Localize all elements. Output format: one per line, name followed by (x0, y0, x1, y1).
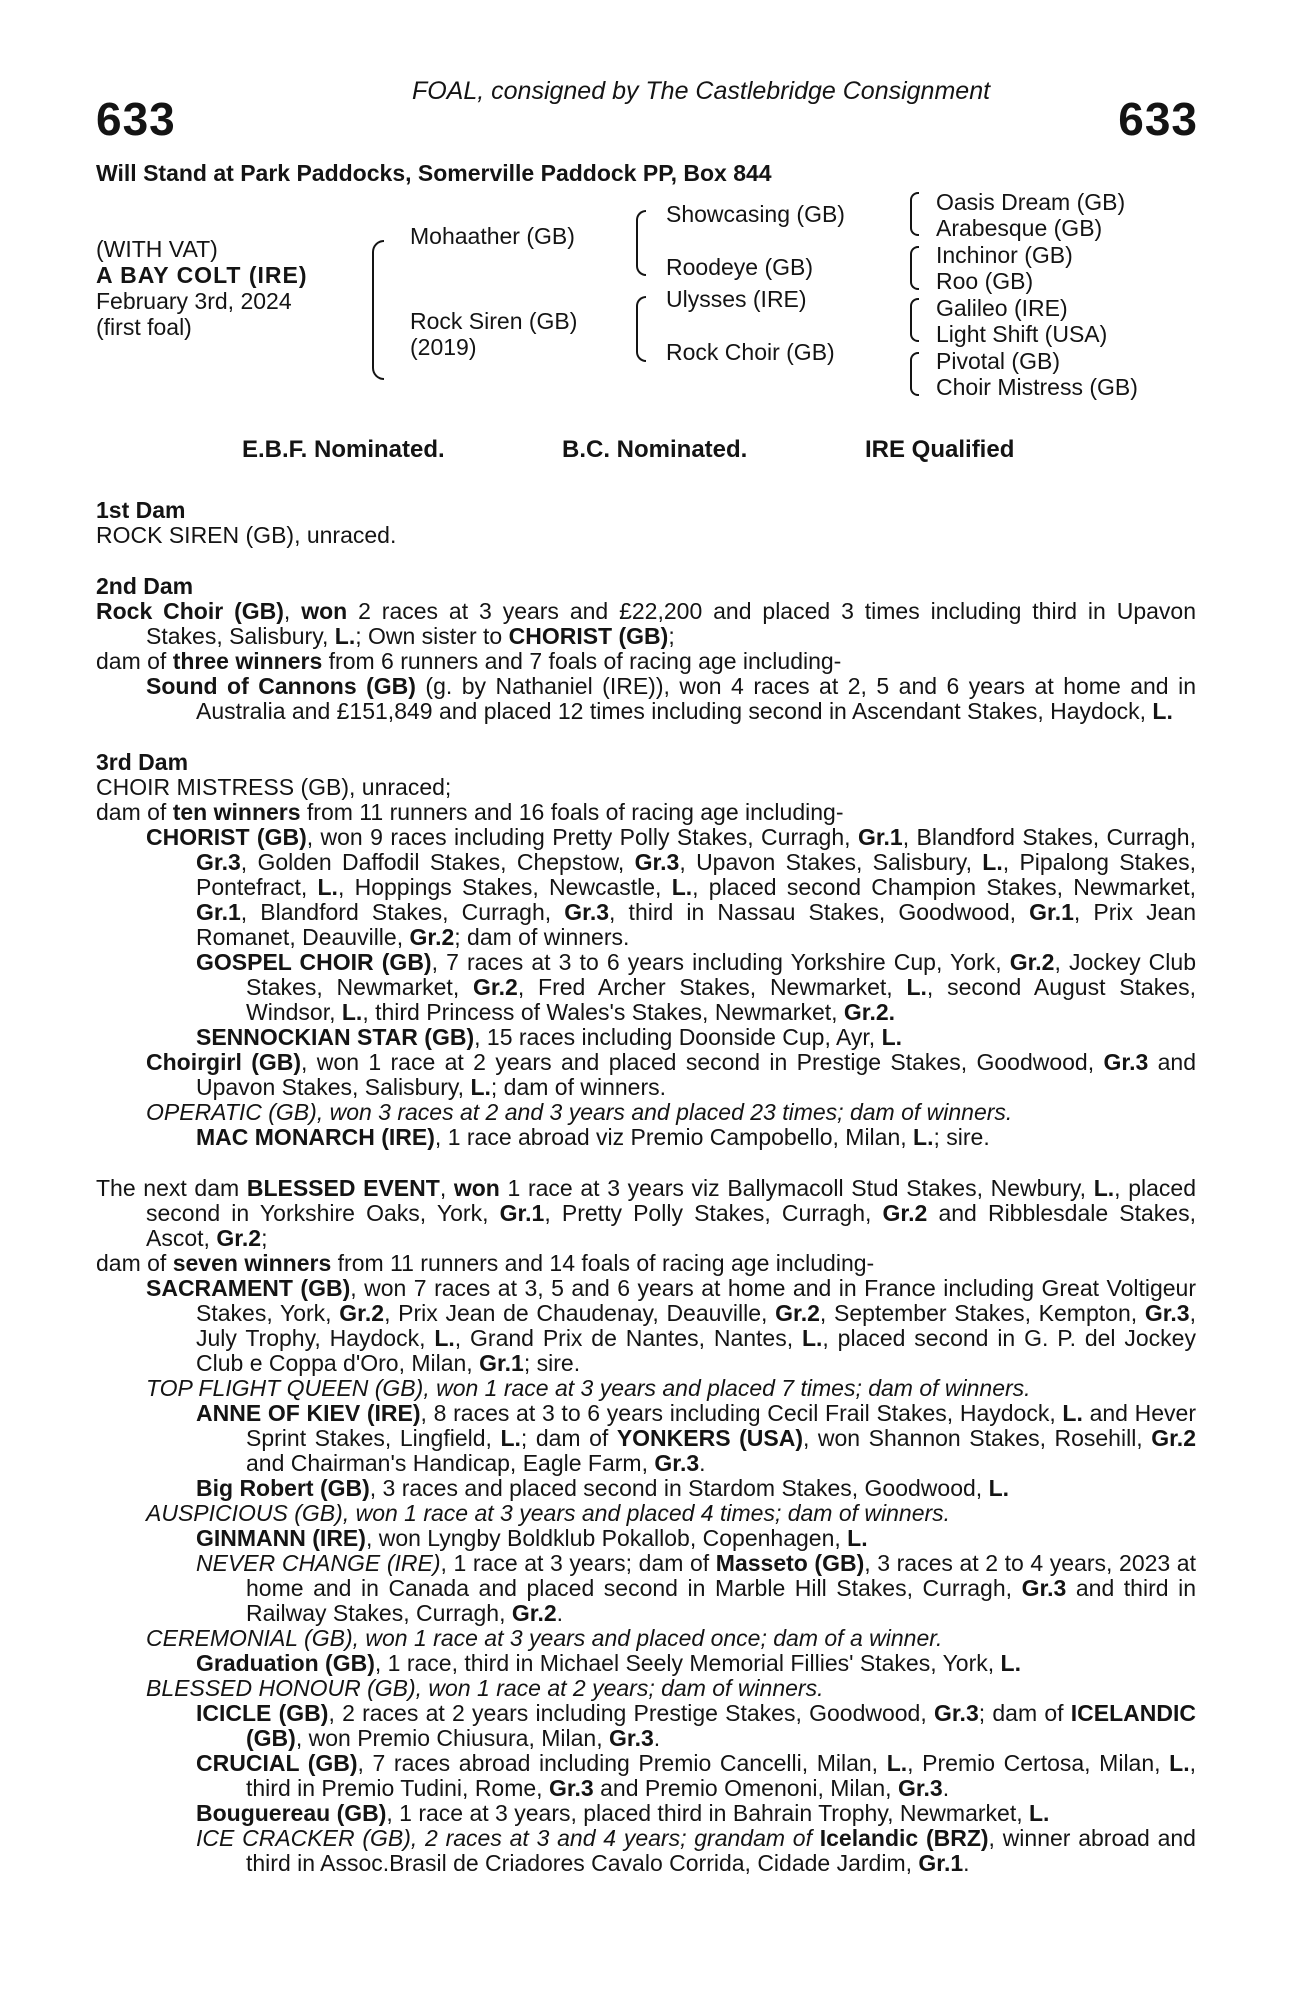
horse-name: SACRAMENT (GB) (146, 1275, 351, 1301)
sire-dam: Roodeye (GB) (666, 254, 814, 280)
dam-dam: Rock Choir (GB) (666, 339, 835, 365)
text: . (653, 1725, 661, 1751)
next-dam-produce-summary (96, 1251, 1196, 1276)
progeny-entry (96, 1801, 1196, 1826)
brace-ss (910, 192, 919, 236)
horse-name: Rock Choir (GB) (96, 598, 284, 624)
listed-grade: L. (1000, 1650, 1021, 1676)
text: , placed second in G. P. del Jockey Club e Coppa d'Oro, Milan, (196, 1325, 1196, 1376)
text: , third Princess of Wales's Stakes, Newmarket, (362, 999, 844, 1025)
won-label: won (453, 1175, 500, 1201)
listed-grade: L. (317, 874, 338, 900)
grade: Gr.3 (1103, 1049, 1149, 1075)
consignor-line: FOAL, consigned by The Castlebridge Consignment (411, 77, 991, 105)
horse-name: CHORIST (GB) (508, 623, 669, 649)
horse-name: GOSPEL CHOIR (GB) (196, 949, 432, 975)
text: , Premio Certosa, Milan, (907, 1750, 1170, 1776)
grade: Gr.1 (196, 899, 241, 925)
text: and Hever Sprint Stakes, Lingfield, (246, 1400, 1196, 1451)
first-dam-section (96, 498, 1196, 548)
listed-grade: L. (886, 1750, 908, 1776)
third-dam-section (96, 750, 1196, 1150)
text: , Prix Jean de Chaudenay, Deauville, (384, 1300, 776, 1326)
third-dam-heading: 3rd Dam (96, 749, 189, 775)
progeny-entry (96, 1401, 1196, 1476)
listed-grade: L. (881, 1024, 903, 1050)
text: ; dam of (520, 1425, 617, 1451)
text: , Pretty Polly Stakes, Curragh, (544, 1200, 883, 1226)
progeny-entry (96, 950, 1196, 1025)
lot-number-right: 633 (1118, 93, 1198, 145)
listed-grade: L. (906, 974, 927, 1000)
text: , Upavon Stakes, Salisbury, (679, 849, 983, 875)
horse-name: Masseto (GB) (715, 1550, 865, 1576)
third-dam-text: CHOIR MISTRESS (GB), unraced; (96, 774, 452, 800)
text: , 3 races at 2 to 4 years, 2023 at home and in Canada and placed second in Marble Hill Stakes, Curragh, (246, 1550, 1196, 1601)
horse-name: Big Robert (GB) (196, 1475, 370, 1501)
first-dam-text: ROCK SIREN (GB), unraced. (96, 522, 397, 548)
horse-name: SENNOCKIAN STAR (GB) (196, 1024, 475, 1050)
grade: Gr.3 (634, 849, 680, 875)
horse-name: AUSPICIOUS (GB) (146, 1500, 343, 1526)
horse-name: Icelandic (BRZ) (819, 1825, 989, 1851)
progeny-entry (96, 1701, 1196, 1751)
nominations-row (96, 428, 1196, 476)
grade: Gr.3 (897, 1775, 943, 1801)
second-dam-produce-summary (96, 649, 1196, 674)
lot-number-row (96, 93, 1198, 158)
text: ; (668, 623, 675, 649)
horse-name: MAC MONARCH (IRE) (196, 1124, 435, 1150)
text: , 2 races at 2 years including Prestige Stakes, Goodwood, (328, 1700, 934, 1726)
horse-name: ANNE OF KIEV (IRE) (196, 1400, 421, 1426)
text: from 6 runners and 7 foals of racing age including- (322, 648, 842, 674)
dam: Rock Siren (GB) (410, 308, 578, 334)
stand-location: Will Stand at Park Paddocks, Somerville Paddock PP, Box 844 (96, 160, 772, 186)
text: from 11 runners and 14 foals of racing age including- (331, 1250, 875, 1276)
grade: Gr.2 (216, 1225, 262, 1251)
progeny-entry (96, 1050, 1196, 1100)
text: , won 1 race at 2 years and placed second in Prestige Stakes, Goodwood, (301, 1049, 1104, 1075)
text: , won 1 race at 3 years and placed 4 times; dam of winners. (342, 1500, 951, 1526)
third-dam-produce-summary (96, 800, 1196, 825)
horse-name: Graduation (GB) (196, 1650, 375, 1676)
text: , 15 races including Doonside Cup, Ayr, (474, 1024, 882, 1050)
progeny-entry (96, 1751, 1196, 1801)
main-brace (372, 240, 384, 380)
text: , second August Stakes, Windsor, (246, 974, 1196, 1025)
text: , Golden Daffodil Stakes, Chepstow, (240, 849, 635, 875)
horse-name: ICE CRACKER (GB) (196, 1825, 411, 1851)
text: , September Stakes, Kempton, (819, 1300, 1145, 1326)
horse-name: ICELANDIC (GB) (246, 1700, 1197, 1751)
text: , 1 race abroad viz Premio Campobello, Milan, (434, 1124, 914, 1150)
listed-grade: L. (341, 999, 363, 1025)
progeny-entry (96, 1025, 1196, 1050)
listed-grade: L. (1029, 1800, 1050, 1826)
text: , 7 races abroad including Premio Cancelli, Milan, (357, 1750, 887, 1776)
text: , 1 race at 3 years; dam of (440, 1550, 716, 1576)
horse-name: Choirgirl (GB) (146, 1049, 302, 1075)
text: , won Lyngby Boldklub Pokallob, Copenhagen, (365, 1525, 848, 1551)
dam-sire-dam: Light Shift (USA) (936, 321, 1108, 347)
text: , Blandford Stakes, Curragh, (240, 899, 565, 925)
grade: Gr.1 (857, 824, 903, 850)
text: 2 races at 3 years and £22,200 and placed 3 times including third in Upavon Stakes, Salisbury, (146, 598, 1197, 649)
grade: Gr.3 (654, 1450, 700, 1476)
text: , Pipalong Stakes, Pontefract, (196, 849, 1196, 900)
text: , Grand Prix de Nantes, Nantes, (454, 1325, 802, 1351)
text: , 8 races at 3 to 6 years including Cecil Frail Stakes, Haydock, (420, 1400, 1063, 1426)
grade: Gr.3 (609, 1725, 654, 1751)
text: . (699, 1450, 706, 1476)
text: , (283, 598, 302, 624)
lot-name: A BAY COLT (IRE) (96, 262, 308, 288)
text: dam of (96, 1250, 173, 1276)
grade: Gr.3 (1021, 1575, 1067, 1601)
grade: Gr.2 (473, 974, 518, 1000)
text: , 1 race, third in Michael Seely Memorial Fillies' Stakes, York, (374, 1650, 1001, 1676)
text: (g. by Nathaniel (IRE)), won 4 races at 2, 5 and 6 years at home and in Australia and £151,849 and placed 12 times including second in Ascendant Stakes, Haydock, (196, 673, 1196, 724)
grade: Gr.2 (339, 1300, 385, 1326)
progeny-entry (96, 1676, 1196, 1701)
grade: Gr.2 (511, 1600, 557, 1626)
grade: Gr.2. (843, 999, 896, 1025)
progeny-entry (96, 1626, 1196, 1651)
grade: Gr.1 (499, 1200, 545, 1226)
text: The next dam (96, 1175, 247, 1201)
text: , won 3 races at 2 and 3 years and placed 23 times; dam of winners. (316, 1099, 1013, 1125)
text: , July Trophy, Haydock, (196, 1300, 1196, 1351)
progeny-entry (96, 1826, 1196, 1876)
second-dam-record (96, 599, 1196, 649)
text: dam of (96, 648, 173, 674)
text: , (439, 1175, 454, 1201)
winners-count: three winners (172, 648, 323, 674)
text: . (942, 1775, 950, 1801)
progeny-entry (96, 1476, 1196, 1501)
horse-name: GINMANN (IRE) (196, 1525, 366, 1551)
foal-note: (first foal) (96, 314, 192, 340)
horse-name: TOP FLIGHT QUEEN (GB) (146, 1375, 424, 1401)
listed-grade: L. (988, 1475, 1010, 1501)
text: , 3 races and placed second in Stardom Stakes, Goodwood, (369, 1475, 989, 1501)
listed-grade: L. (671, 874, 693, 900)
listed-grade: L. (334, 623, 356, 649)
grade: Gr.3 (548, 1775, 594, 1801)
listed-grade: L. (982, 849, 1003, 875)
text: and Ribblesdale Stakes, Ascot, (146, 1200, 1196, 1251)
text: , 7 races at 3 to 6 years including Yorkshire Cup, York, (431, 949, 1010, 975)
second-dam-section (96, 574, 1196, 724)
horse-name: ICICLE (GB) (196, 1700, 329, 1726)
text: from 11 runners and 16 foals of racing age including- (300, 799, 844, 825)
won-label: won (301, 598, 348, 624)
text: ; sire. (933, 1124, 990, 1150)
text: , 2 races at 3 and 4 years; grandam of (410, 1825, 820, 1851)
sire-brace (636, 210, 646, 276)
progeny-entry (96, 1376, 1196, 1401)
bc-nominated: B.C. Nominated. (562, 436, 748, 463)
dam-year: (2019) (410, 334, 477, 360)
ebf-nominated: E.B.F. Nominated. (242, 436, 445, 463)
progeny-entry (96, 825, 1196, 950)
text: and Premio Omenoni, Milan, (593, 1775, 898, 1801)
grade: Gr.1 (918, 1850, 964, 1876)
text: , placed second in Yorkshire Oaks, York, (146, 1175, 1196, 1226)
listed-grade: L. (847, 1525, 868, 1551)
listed-grade: L. (1093, 1175, 1115, 1201)
text: 1 race at 3 years viz Ballymacoll Stud Stakes, Newbury, (499, 1175, 1094, 1201)
text: ; dam of winners. (490, 1074, 667, 1100)
sire-sire-dam: Arabesque (GB) (936, 215, 1103, 241)
grade: Gr.2 (409, 924, 455, 950)
text: and Chairman's Handicap, Eagle Farm, (246, 1450, 655, 1476)
horse-name: OPERATIC (GB) (146, 1099, 317, 1125)
progeny-entry (96, 1501, 1196, 1526)
ire-qualified: IRE Qualified (865, 436, 1015, 463)
text: , won 1 race at 3 years and placed once; dam of a winner. (352, 1625, 943, 1651)
brace-ds (910, 298, 919, 342)
text: ; dam of (978, 1700, 1071, 1726)
text: , won 1 race at 3 years and placed 7 times; dam of winners. (423, 1375, 1031, 1401)
text: , winner abroad and third in Assoc.Brasil de Criadores Cavalo Corrida, Cidade Jardim, (246, 1825, 1196, 1876)
first-dam-heading: 1st Dam (96, 497, 186, 523)
horse-name: Bouguereau (GB) (196, 1800, 387, 1826)
progeny-entry (96, 1651, 1196, 1676)
listed-grade: L. (500, 1425, 521, 1451)
text: , won 9 races including Pretty Polly Stakes, Curragh, (306, 824, 858, 850)
text: , Prix Jean Romanet, Deauville, (196, 899, 1197, 950)
progeny-entry (96, 1276, 1196, 1376)
progeny-entry (96, 1526, 1196, 1551)
brace-sd (910, 246, 919, 290)
next-dam-record (96, 1176, 1196, 1251)
text: , Fred Archer Stakes, Newmarket, (517, 974, 907, 1000)
sire: Mohaather (GB) (410, 223, 575, 249)
grade: Gr.3 (933, 1700, 979, 1726)
horse-name: BLESSED HONOUR (GB) (146, 1675, 416, 1701)
brace-dd (910, 352, 919, 396)
grade: Gr.2 (775, 1300, 820, 1326)
dam-dam-dam: Choir Mistress (GB) (936, 374, 1138, 400)
horse-name: YONKERS (USA) (616, 1425, 803, 1451)
winners-count: ten winners (172, 799, 301, 825)
text: . (556, 1600, 564, 1626)
listed-grade: L. (1169, 1750, 1190, 1776)
second-dam-heading: 2nd Dam (96, 573, 194, 599)
listed-grade: L. (801, 1325, 823, 1351)
grade: Gr.2 (882, 1200, 928, 1226)
listed-grade: L. (434, 1325, 455, 1351)
horse-name: Sound of Cannons (GB) (146, 673, 416, 699)
progeny-entry (96, 1100, 1196, 1125)
sire-sire-sire: Oasis Dream (GB) (936, 189, 1126, 215)
text: , Jockey Club Stakes, Newmarket, (246, 949, 1196, 1000)
text: , third in Nassau Stakes, Goodwood, (609, 899, 1030, 925)
sire-sire: Showcasing (GB) (666, 201, 845, 227)
text: , won Premio Chiusura, Milan, (295, 1725, 610, 1751)
dam-brace (636, 296, 646, 362)
lot-number-left: 633 (96, 93, 176, 145)
sire-dam-sire: Inchinor (GB) (936, 242, 1073, 268)
catalogue-page (96, 76, 1196, 1876)
grade: Gr.2 (1009, 949, 1055, 975)
sire-dam-dam: Roo (GB) (936, 268, 1034, 294)
horse-name: BLESSED EVENT (246, 1175, 440, 1201)
progeny-entry (96, 1125, 1196, 1150)
pedigree-notes (96, 498, 1196, 1876)
grade: Gr.2 (1151, 1425, 1196, 1451)
text: ; sire. (523, 1350, 581, 1376)
text: , 1 race at 3 years, placed third in Bahrain Trophy, Newmarket, (386, 1800, 1029, 1826)
winners-count: seven winners (172, 1250, 332, 1276)
grade: Gr.1 (1029, 899, 1074, 925)
text: , third in Premio Tudini, Rome, (246, 1750, 1196, 1801)
dam-sire-sire: Galileo (IRE) (936, 295, 1068, 321)
text: and Upavon Stakes, Salisbury, (196, 1049, 1197, 1100)
foaling-date: February 3rd, 2024 (96, 288, 292, 314)
text: , won Shannon Stakes, Rosehill, (802, 1425, 1152, 1451)
vat-note: (WITH VAT) (96, 236, 218, 262)
next-dam-section (96, 1176, 1196, 1876)
listed-grade: L. (470, 1074, 491, 1100)
horse-name: CEREMONIAL (GB) (146, 1625, 353, 1651)
dam-dam-sire: Pivotal (GB) (936, 348, 1060, 374)
text: ; (261, 1225, 268, 1251)
dam-sire: Ulysses (IRE) (666, 286, 807, 312)
text: , Blandford Stakes, Curragh, (902, 824, 1196, 850)
listed-grade: L. (1062, 1400, 1083, 1426)
listed-grade: L. (1152, 698, 1173, 724)
pedigree-table (96, 188, 1196, 428)
progeny-entry (96, 674, 1196, 724)
text: , won 7 races at 3, 5 and 6 years at home and in France including Great Voltigeur Stakes, York, (196, 1275, 1197, 1326)
progeny-entry (96, 1551, 1196, 1626)
horse-name: CHORIST (GB) (146, 824, 307, 850)
text: , placed second Champion Stakes, Newmarket, (692, 874, 1196, 900)
text: dam of (96, 799, 173, 825)
horse-name: NEVER CHANGE (IRE) (196, 1550, 441, 1576)
grade: Gr.3 (564, 899, 610, 925)
text: , Hoppings Stakes, Newcastle, (337, 874, 672, 900)
text: , won 1 race at 2 years; dam of winners. (415, 1675, 824, 1701)
grade: Gr.3 (1144, 1300, 1190, 1326)
listed-grade: L. (913, 1124, 934, 1150)
text: and third in Railway Stakes, Curragh, (246, 1575, 1196, 1626)
text: ; dam of winners. (454, 924, 630, 950)
horse-name: CRUCIAL (GB) (196, 1750, 358, 1776)
grade: Gr.3 (196, 849, 241, 875)
text: . (963, 1850, 970, 1876)
grade: Gr.1 (479, 1350, 524, 1376)
text: ; Own sister to (355, 623, 509, 649)
